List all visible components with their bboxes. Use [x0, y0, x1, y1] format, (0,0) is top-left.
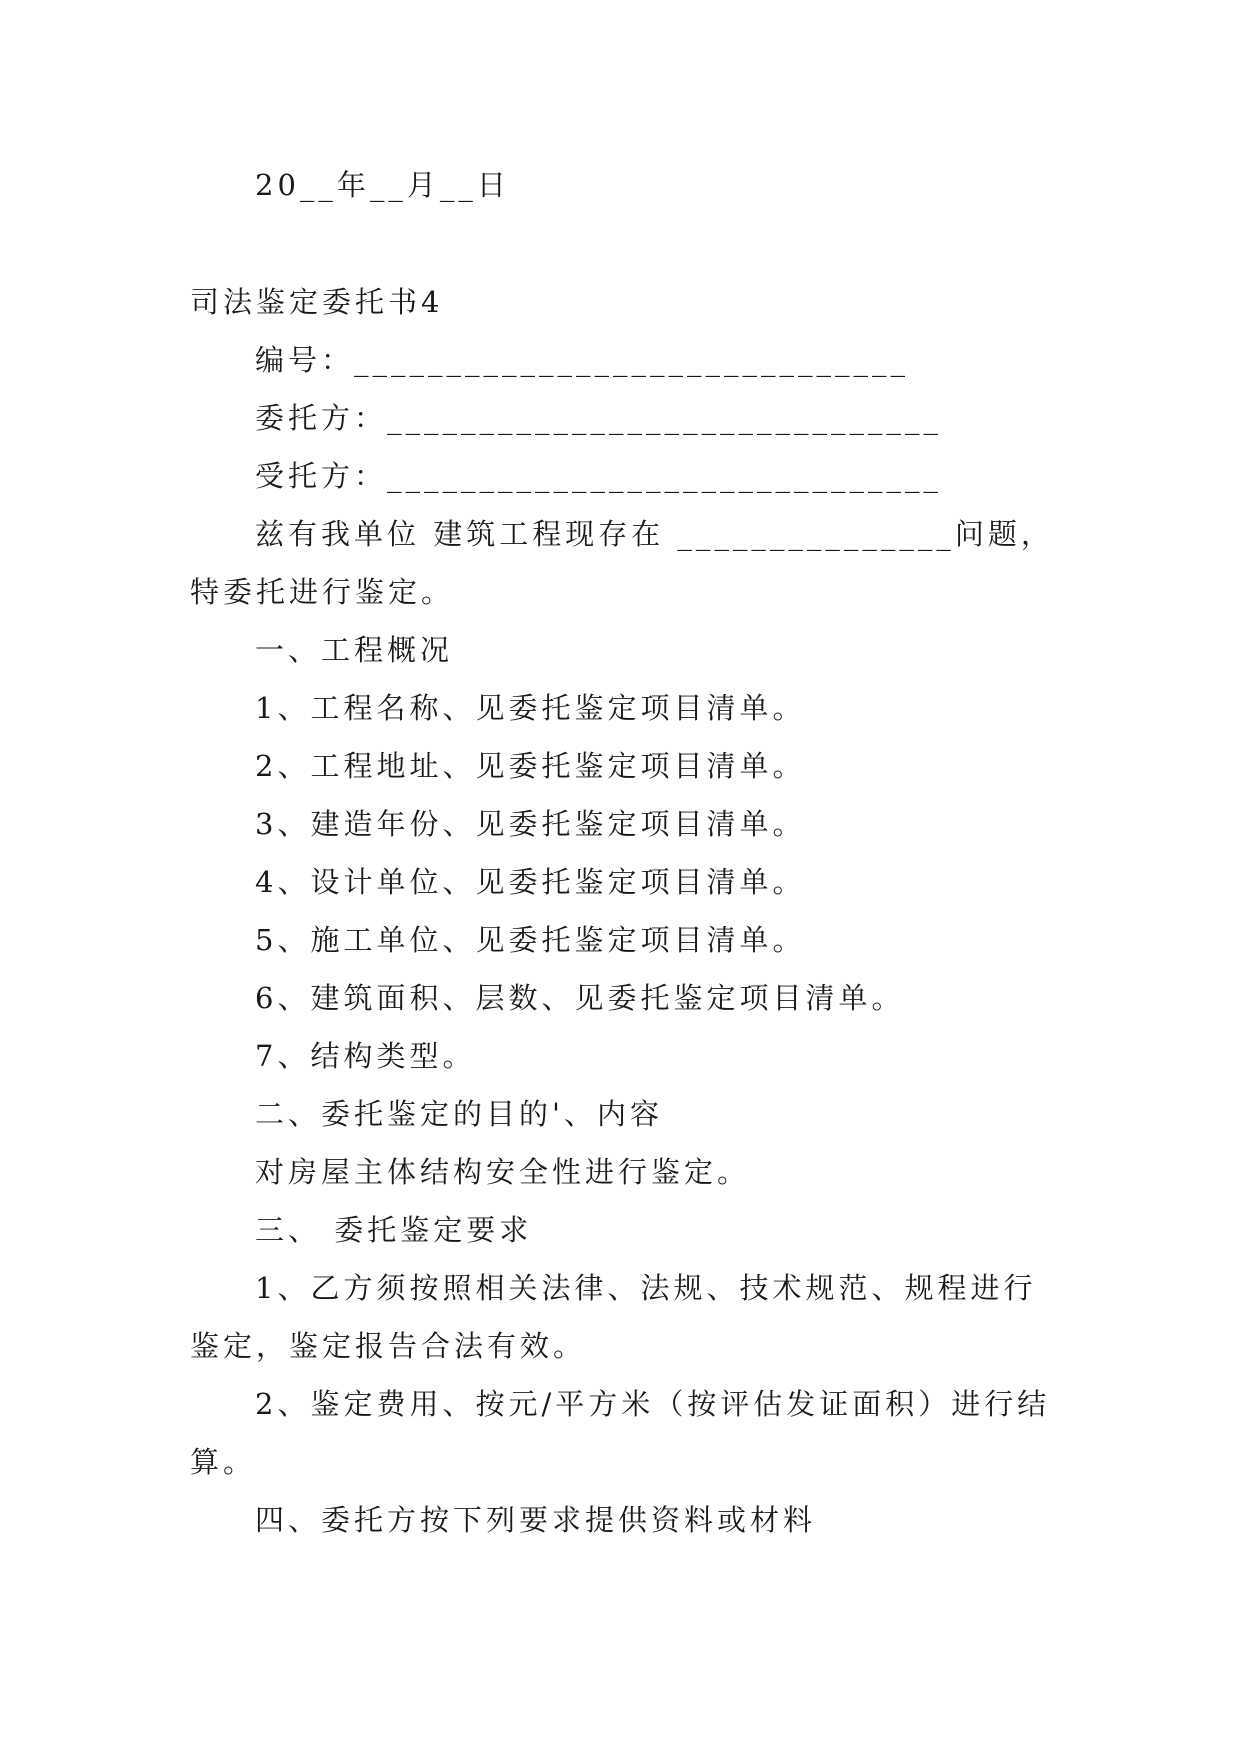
intro-line-1: 兹有我单位 建筑工程现存在 _______________问题， — [255, 517, 1054, 551]
section-2-body: 对房屋主体结构安全性进行鉴定。 — [255, 1155, 751, 1189]
section-3-item-2-line-2: 算。 — [190, 1445, 257, 1479]
document-title: 司法鉴定委托书4 — [190, 285, 444, 319]
section-2-heading: 二、委托鉴定的目的'、内容 — [255, 1097, 663, 1131]
section-1-item: 3、建造年份、见委托鉴定项目清单。 — [255, 807, 806, 841]
section-1-item: 4、设计单位、见委托鉴定项目清单。 — [255, 865, 806, 899]
section-1-item: 5、施工单位、见委托鉴定项目清单。 — [255, 923, 806, 957]
section-1-item: 7、结构类型。 — [255, 1039, 476, 1073]
section-3-item-1-line-1: 1、乙方须按照相关法律、法规、技术规范、规程进行 — [255, 1271, 1037, 1305]
section-1-item: 2、工程地址、见委托鉴定项目清单。 — [255, 749, 806, 783]
section-3-item-1-line-2: 鉴定，鉴定报告合法有效。 — [190, 1329, 587, 1363]
section-1-item: 1、工程名称、见委托鉴定项目清单。 — [255, 691, 806, 725]
section-3-heading: 三、 委托鉴定要求 — [255, 1213, 533, 1247]
number-field: 编号：______________________________ — [255, 343, 910, 377]
date-line: 20__年__月__日 — [255, 168, 510, 202]
section-3-item-2-line-1: 2、鉴定费用、按元/平方米（按评估发证面积）进行结 — [255, 1387, 1051, 1421]
section-1-item: 6、建筑面积、层数、见委托鉴定项目清单。 — [255, 981, 905, 1015]
intro-line-2: 特委托进行鉴定。 — [190, 575, 455, 609]
section-4-heading: 四、委托方按下列要求提供资料或材料 — [255, 1503, 817, 1537]
section-1-heading: 一、工程概况 — [255, 633, 454, 667]
client-field: 委托方：______________________________ — [255, 401, 943, 435]
trustee-field: 受托方：______________________________ — [255, 459, 943, 493]
